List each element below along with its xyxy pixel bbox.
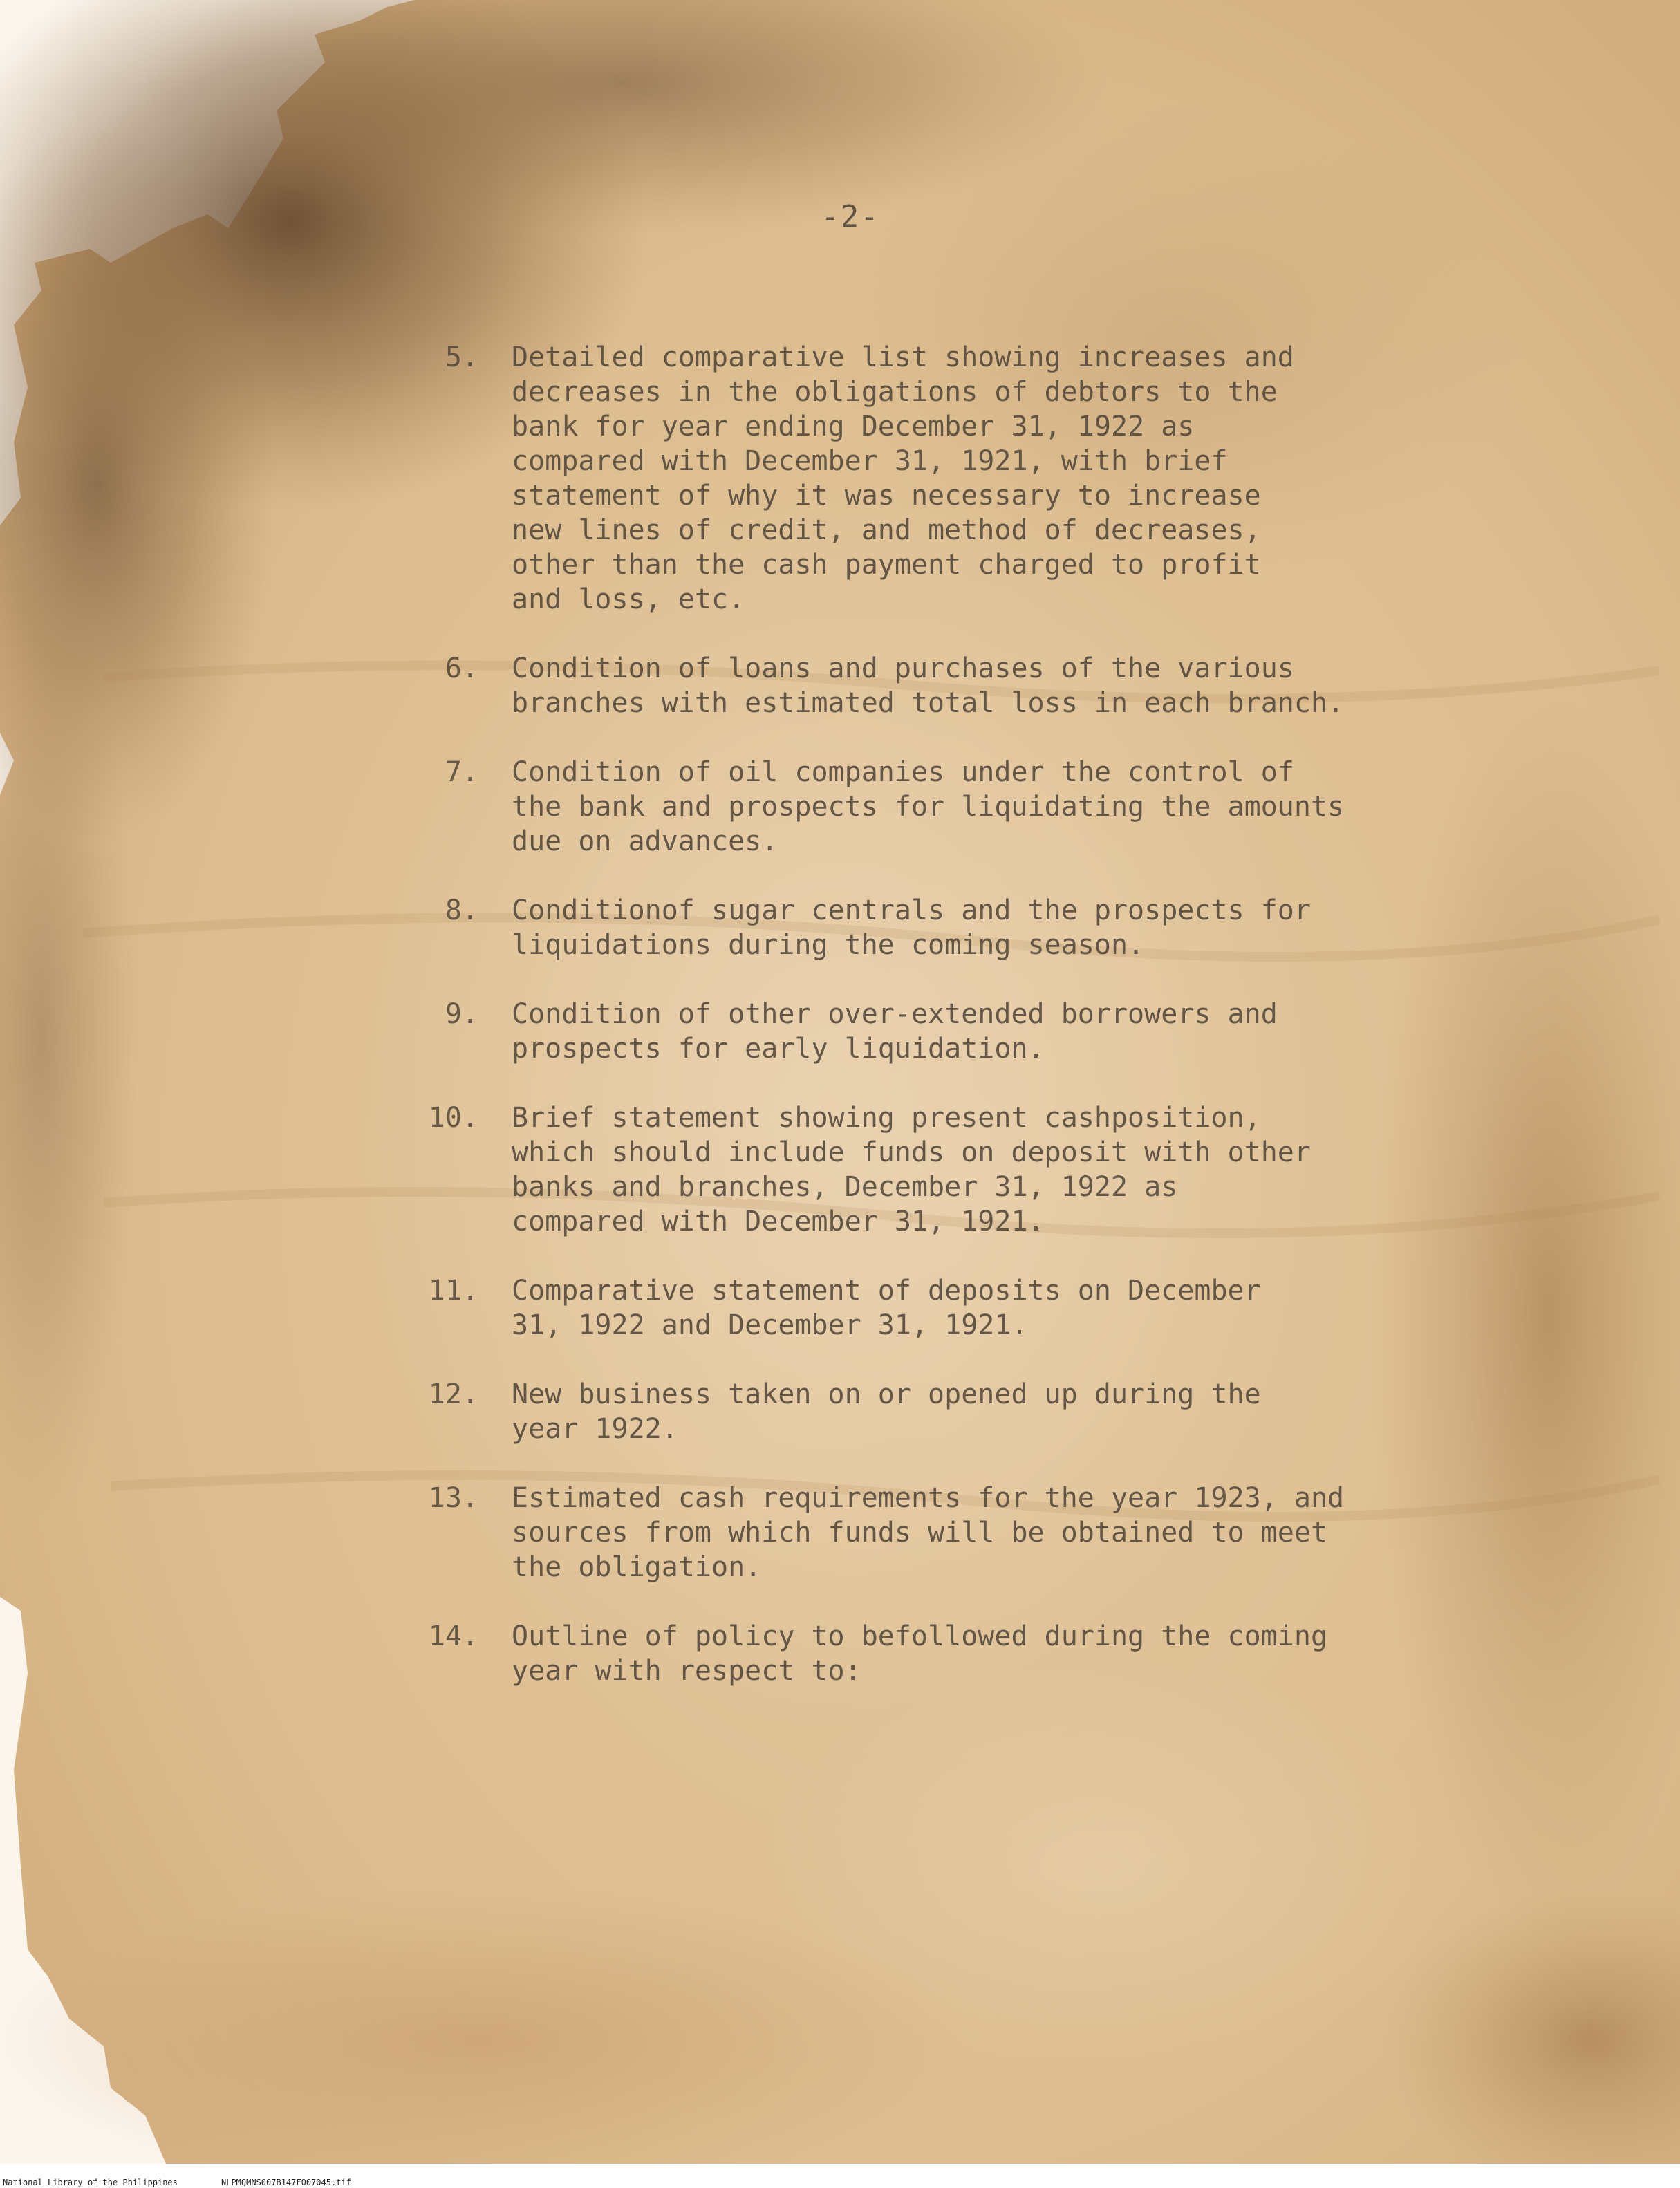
library-credit: National Library of the Philippines (3, 2178, 178, 2187)
item-number: 5. (445, 342, 478, 373)
text-line: compared with December 31, 1921. (512, 1206, 1045, 1237)
item-number: 7. (445, 756, 478, 788)
text-line: Outline of policy to befollowed during the coming (512, 1620, 1328, 1652)
text-line: Estimated cash requirements for the year 1923, and (512, 1482, 1345, 1514)
text-line: year with respect to: (512, 1655, 861, 1687)
text-line: new lines of credit, and method of decreases, (512, 514, 1261, 546)
item-text (512, 651, 1397, 720)
list-item (415, 340, 1397, 617)
list-item (415, 755, 1397, 859)
text-line: and loss, etc. (512, 583, 745, 615)
text-line: sources from which funds will be obtained to meet (512, 1517, 1328, 1549)
text-line: compared with December 31, 1921, with brief (512, 445, 1228, 477)
numbered-list (415, 340, 1397, 1723)
text-line: other than the cash payment charged to profit (512, 549, 1261, 581)
text-line: prospects for early liquidation. (512, 1033, 1045, 1065)
text-line: Detailed comparative list showing increases and (512, 342, 1294, 373)
item-number: 14. (428, 1620, 478, 1652)
item-text (512, 1619, 1397, 1688)
list-item (415, 1619, 1397, 1688)
list-item (415, 1273, 1397, 1343)
list-item (415, 893, 1397, 962)
list-item (415, 1101, 1397, 1239)
item-text (512, 340, 1397, 617)
list-item (415, 997, 1397, 1066)
text-line: the obligation. (512, 1551, 762, 1583)
item-text (512, 1481, 1397, 1584)
text-line: New business taken on or opened up during the (512, 1378, 1261, 1410)
item-text (512, 755, 1397, 859)
item-number: 13. (428, 1482, 478, 1514)
scan-footer (0, 2178, 1680, 2188)
item-text (512, 1101, 1397, 1239)
item-number: 6. (445, 653, 478, 684)
text-line: liquidations during the coming season. (512, 929, 1145, 961)
item-number: 11. (428, 1275, 478, 1307)
item-text (512, 893, 1397, 962)
text-line: due on advances. (512, 825, 778, 857)
text-line: year 1922. (512, 1413, 678, 1445)
item-number: 8. (445, 895, 478, 926)
text-line: decreases in the obligations of debtors to the (512, 376, 1278, 408)
text-line: 31, 1922 and December 31, 1921. (512, 1309, 1028, 1341)
text-line: Comparative statement of deposits on December (512, 1275, 1261, 1307)
text-line: Condition of oil companies under the control of (512, 756, 1294, 788)
text-line: Condition of loans and purchases of the various (512, 653, 1294, 684)
text-line: bank for year ending December 31, 1922 as (512, 411, 1195, 442)
list-item (415, 1481, 1397, 1584)
item-text (512, 997, 1397, 1066)
file-identifier: NLPMQMNS007B147F007045.tif (221, 2178, 351, 2187)
item-number: 12. (428, 1378, 478, 1410)
text-line: branches with estimated total loss in each branch. (512, 687, 1345, 719)
item-text (512, 1377, 1397, 1446)
list-item (415, 1377, 1397, 1446)
text-line: Conditionof sugar centrals and the prospects for (512, 895, 1311, 926)
text-line: statement of why it was necessary to increase (512, 480, 1261, 512)
text-line: which should include funds on deposit with other (512, 1137, 1311, 1168)
page-number: -2- (821, 199, 880, 234)
item-number: 10. (428, 1102, 478, 1134)
item-text (512, 1273, 1397, 1343)
text-line: banks and branches, December 31, 1922 as (512, 1171, 1178, 1203)
item-number: 9. (445, 998, 478, 1030)
list-item (415, 651, 1397, 720)
text-line: the bank and prospects for liquidating the amounts (512, 791, 1345, 823)
text-line: Brief statement showing present cashposition, (512, 1102, 1261, 1134)
text-line: Condition of other over-extended borrowers and (512, 998, 1278, 1030)
